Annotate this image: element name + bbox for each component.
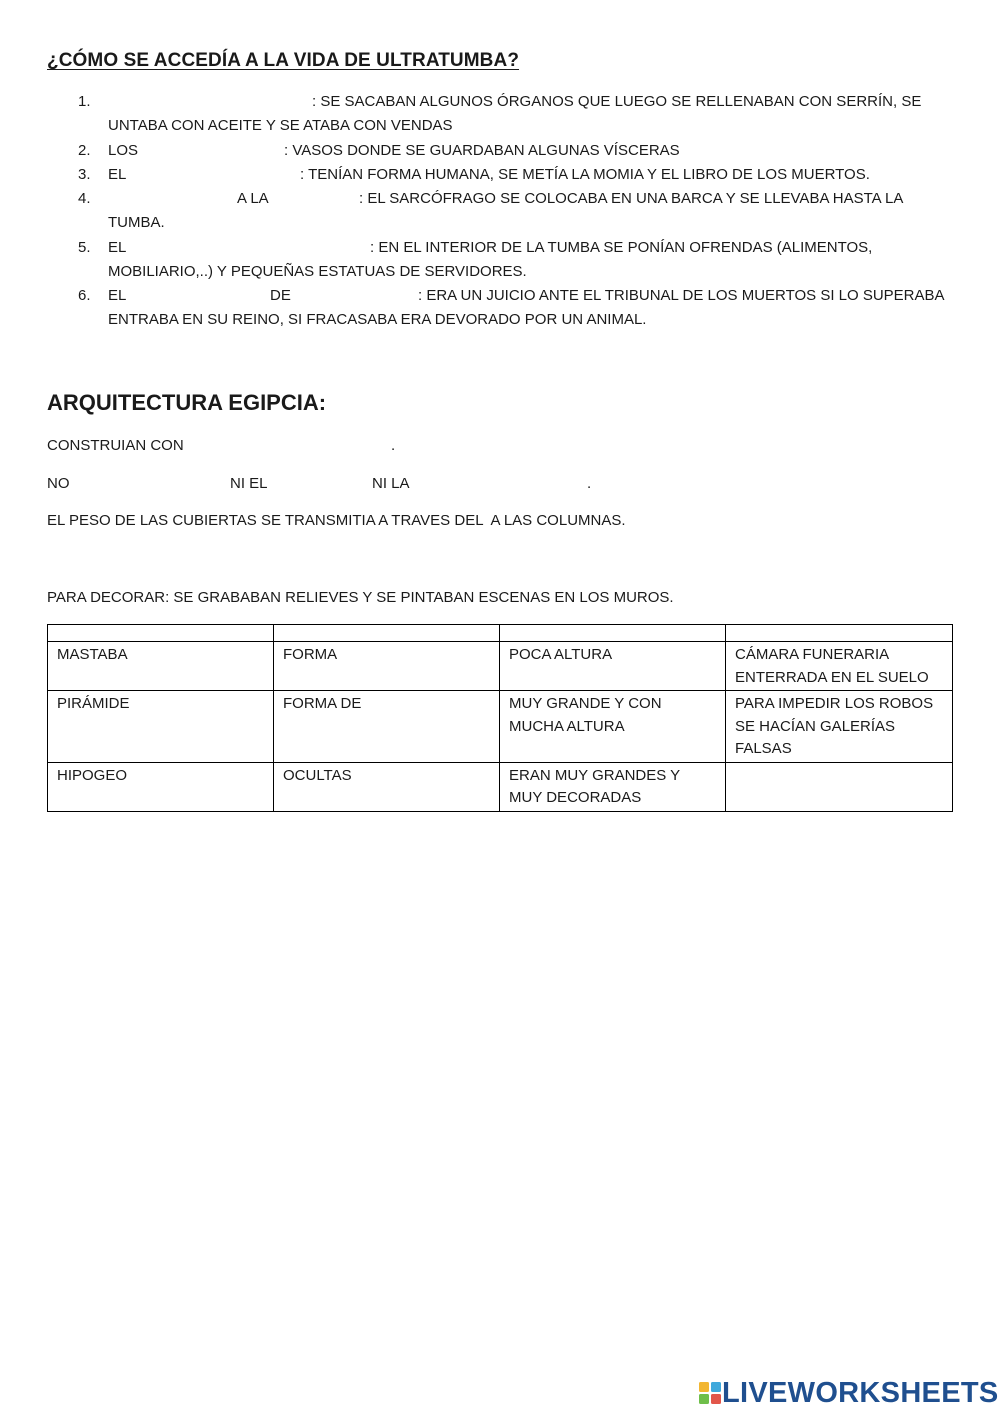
decorar-text: PARA DECORAR: SE GRABABAN RELIEVES Y SE PINTABAN ESCENAS EN LOS MUROS. xyxy=(47,589,674,606)
list-item-prefix: EL xyxy=(108,239,127,256)
list-item-prefix: LOS xyxy=(108,142,139,159)
table-header-cell xyxy=(500,625,726,642)
table-row xyxy=(48,691,953,763)
list-item-text: : TENÍAN FORMA HUMANA, SE METÍA LA MOMIA Y EL LIBRO DE LOS MUERTOS. xyxy=(300,166,870,183)
list-item-prefix: EL xyxy=(108,287,127,304)
line-end-period: . xyxy=(391,437,396,454)
table-cell: OCULTAS xyxy=(274,762,500,811)
table-cell: POCA ALTURA xyxy=(500,642,726,691)
list-item-text: TUMBA. xyxy=(108,214,165,231)
list-item-prefix: EL xyxy=(108,166,127,183)
table-cell: FORMA DE xyxy=(274,691,500,763)
table-cell: PIRÁMIDE xyxy=(48,691,274,763)
no-text: NO xyxy=(47,475,70,492)
table-header-cell xyxy=(48,625,274,642)
table-cell: PARA IMPEDIR LOS ROBOS SE HACÍAN GALERÍAS FALSAS xyxy=(726,691,953,763)
list-number: 2. xyxy=(78,142,91,159)
ni-el-text: NI EL xyxy=(230,475,268,492)
section-title-arquitectura: ARQUITECTURA EGIPCIA: xyxy=(47,390,327,415)
table-row xyxy=(48,762,953,811)
ni-la-text: NI LA xyxy=(372,475,410,492)
logo-text: LIVEWORKSHEETS xyxy=(722,1377,999,1409)
list-number: 4. xyxy=(78,190,91,207)
list-item-mid: DE xyxy=(270,287,291,304)
list-item-text: UNTABA CON ACEITE Y SE ATABA CON VENDAS xyxy=(108,117,453,134)
logo-mark-icon xyxy=(698,1381,724,1405)
table-header-cell xyxy=(726,625,953,642)
section-title-ultratumba: ¿CÓMO SE ACCEDÍA A LA VIDA DE ULTRATUMBA? xyxy=(47,50,520,71)
table-cell: ERAN MUY GRANDES Y MUY DECORADAS xyxy=(500,762,726,811)
table-row xyxy=(48,642,953,691)
list-item-text: MOBILIARIO,..) Y PEQUEÑAS ESTATUAS DE SERVIDORES. xyxy=(108,263,527,280)
list-item-text: : EL SARCÓFRAGO SE COLOCABA EN UNA BARCA Y SE LLEVABA HASTA LA xyxy=(359,190,904,207)
table-cell: HIPOGEO xyxy=(48,762,274,811)
list-item-mid: A LA xyxy=(237,190,269,207)
table-header-row xyxy=(48,625,953,642)
peso-cubiertas-text: EL PESO DE LAS CUBIERTAS SE TRANSMITIA A TRAVES DEL A LAS COLUMNAS. xyxy=(47,512,626,529)
line-end-period: . xyxy=(587,475,592,492)
table-cell xyxy=(726,762,953,811)
table-cell: CÁMARA FUNERARIA ENTERRADA EN EL SUELO xyxy=(726,642,953,691)
list-item-text: : ERA UN JUICIO ANTE EL TRIBUNAL DE LOS MUERTOS SI LO SUPERABA xyxy=(418,287,945,304)
architecture-table xyxy=(47,624,953,812)
list-number: 6. xyxy=(78,287,91,304)
list-number: 5. xyxy=(78,239,91,256)
construian-text: CONSTRUIAN CON xyxy=(47,437,184,454)
list-item-text: ENTRABA EN SU REINO, SI FRACASABA ERA DEVORADO POR UN ANIMAL. xyxy=(108,311,647,328)
list-item-text: : SE SACABAN ALGUNOS ÓRGANOS QUE LUEGO SE RELLENABAN CON SERRÍN, SE xyxy=(312,93,922,110)
list-item-text: : VASOS DONDE SE GUARDABAN ALGUNAS VÍSCERAS xyxy=(284,142,680,159)
list-number: 3. xyxy=(78,166,91,183)
list-item-text: : EN EL INTERIOR DE LA TUMBA SE PONÍAN OFRENDAS (ALIMENTOS, xyxy=(370,239,873,256)
list-number: 1. xyxy=(78,93,91,110)
table-cell: MASTABA xyxy=(48,642,274,691)
table-cell: MUY GRANDE Y CON MUCHA ALTURA xyxy=(500,691,726,763)
table-cell: FORMA xyxy=(274,642,500,691)
table-header-cell xyxy=(274,625,500,642)
